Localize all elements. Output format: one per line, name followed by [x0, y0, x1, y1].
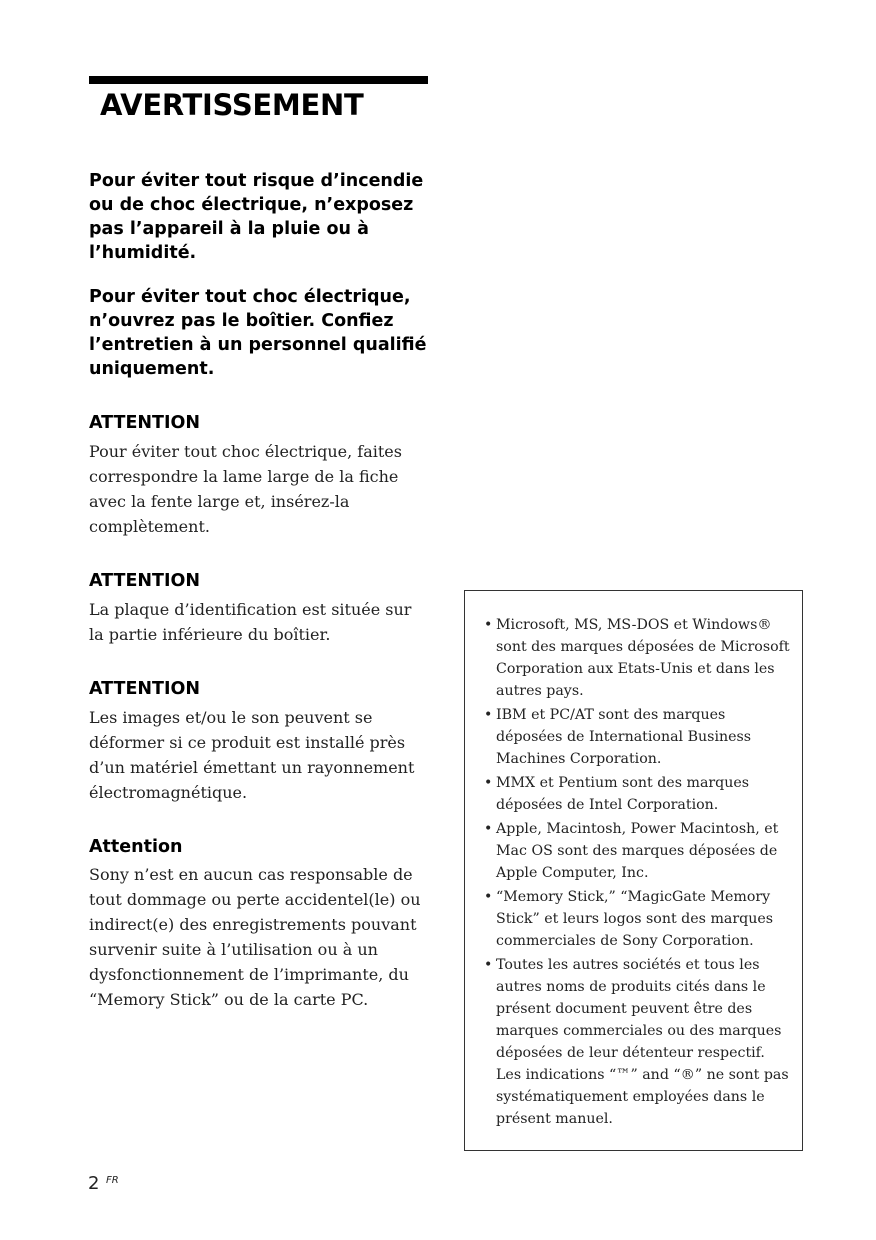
trademark-item: • Toutes les autres sociétés et tous les autres noms de produits cités dans le présent document peuvent être des marques commerciales ou des marques déposées de leur détenteur respectif. Les indications “™” and “®” ne sont pas systématiquement employées dans le présent manuel. — [484, 954, 792, 1130]
trademark-box — [464, 590, 803, 1151]
section-text: Pour éviter tout choc électrique, faites correspondre la lame large de la fiche avec la fente large et, insérez-la complètement. — [89, 442, 402, 536]
section-heading: Attention — [89, 837, 183, 857]
section-heading: ATTENTION — [89, 413, 201, 433]
trademark-item: • IBM et PC/AT sont des marques déposées de International Business Machines Corporation. — [484, 704, 792, 770]
page-number: 2 — [88, 1173, 100, 1194]
section-heading: ATTENTION — [89, 679, 201, 699]
section-text: Les images et/ou le son peuvent se déformer si ce produit est installé près d’un matériel émettant un rayonnement électromagnétique. — [89, 708, 415, 802]
section-heading: ATTENTION — [89, 571, 201, 591]
trademark-item: • MMX et Pentium sont des marques déposées de Intel Corporation. — [484, 772, 792, 816]
page-title: AVERTISSEMENT — [100, 88, 364, 122]
trademark-item: • Apple, Macintosh, Power Macintosh, et Mac OS sont des marques déposées de Apple Computer, Inc. — [484, 818, 792, 884]
trademark-item: • “Memory Stick,” “MagicGate Memory Stick” et leurs logos sont des marques commerciales de Sony Corporation. — [484, 886, 792, 952]
section-text: Sony n’est en aucun cas responsable de tout dommage ou perte accidentel(le) ou indirect(e) des enregistrements pouvant survenir suite à l’utilisation ou à un dysfonctionnement de l’imprimante, du “Memory Stick” ou de la carte PC. — [89, 865, 421, 1009]
section-text: La plaque d’identification est située sur la partie inférieure du boîtier. — [89, 600, 412, 644]
trademark-item: • Microsoft, MS, MS-DOS et Windows® sont des marques déposées de Microsoft Corporation aux Etats-Unis et dans les autres pays. — [484, 614, 792, 702]
title-rule — [89, 76, 428, 84]
warning-shock: Pour éviter tout choc électrique, n’ouvrez pas le boîtier. Confiez l’entretien à un personnel qualifié uniquement. — [89, 287, 427, 379]
warning-fire: Pour éviter tout risque d’incendie ou de choc électrique, n’exposez pas l’appareil à la pluie ou à l’humidité. — [89, 171, 424, 263]
page-language: FR — [106, 1175, 119, 1186]
trademark-list — [484, 614, 792, 1130]
